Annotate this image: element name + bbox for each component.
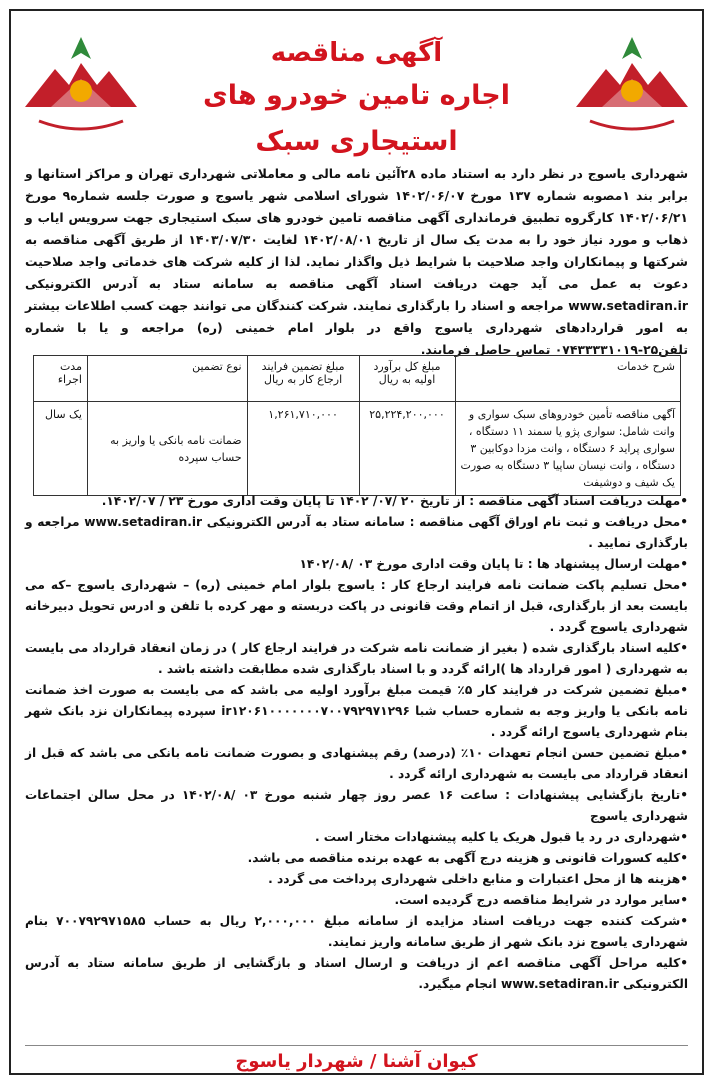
list-item: • مهلت ارسال پیشنهاد ها : تا پایان وقت اداری مورخ ۰۳ /۱۴۰۲/۰۸ — [25, 554, 688, 575]
list-item: • شرکت کننده جهت دریافت اسناد مزایده از سامانه مبلغ ۲,۰۰۰,۰۰۰ ریال به حساب ۷۰۰۷۹۲۹۷۱۵۸۵ بنام شهرداری یاسوج نزد بانک شهر از طریق سامانه واریز نمایند. — [25, 911, 688, 953]
list-item: • محل دریافت و ثبت نام اوراق آگهی مناقصه : سامانه ستاد به آدرس الکترونیکی www.setadiran.ir مراجعه و بارگذاری نمایید . — [25, 512, 688, 554]
signature: کیوان آشنا / شهردار یاسوج — [235, 1051, 478, 1072]
title-line1: آگهی مناقصه — [270, 38, 443, 68]
cell-type: ضمانت نامه بانکی یا واریز به حساب سپرده — [87, 402, 247, 496]
divider — [25, 1045, 688, 1046]
municipality-logo-icon — [21, 29, 141, 139]
list-item: • کلیه مراحل آگهی مناقصه اعم از دریافت و ارسال اسناد و بازگشایی از طریق سامانه ستاد به آدرس الکترونیکی www.setadiran.ir انجام میگیرد. — [25, 953, 688, 995]
list-item: • شهرداری در رد یا قبول هریک یا کلیه پیشنهادات مختار است . — [25, 827, 688, 848]
header-duration: مدت اجراء — [34, 356, 88, 402]
services-table — [33, 355, 681, 496]
header-desc: شرح خدمات — [455, 356, 681, 402]
list-item: • کلیه کسورات قانونی و هزینه درج آگهی به عهده برنده مناقصه می باشد. — [25, 848, 688, 869]
municipality-logo-icon — [572, 29, 692, 139]
list-item: • مبلغ تضمین شرکت در فرایند کار ۵٪ قیمت مبلغ برآورد اولیه می باشد که می بایست به صورت اخذ ضمانت نامه بانکی یا واریز وجه به شماره حساب شبا ir۱۲۰۶۱۰۰۰۰۰۰۰۷۰۰۷۹۲۹۷۱۲۹۶ سپرده پیمانکاران نزد بانک شهر بنام شهرداری یاسوج ارائه گردد . — [25, 680, 688, 743]
header-type: نوع تضمین — [87, 356, 247, 402]
list-item: • تاریخ بازگشایی پیشنهادات : ساعت ۱۶ عصر روز چهار شنبه مورخ ۰۳ /۱۴۰۲/۰۸ در محل سالن اجتماعات شهرداری یاسوج — [25, 785, 688, 827]
header-total: مبلغ کل برآورد اولیه به ریال — [359, 356, 455, 402]
intro-paragraph: شهرداری یاسوج در نظر دارد به استناد ماده ۲۸آئین نامه مالی و معاملاتی شهرداری تهران و مراکز استانها و برابر بند ۱مصوبه شماره ۱۳۷ مورخ ۱۴۰۲/۰۶/۰۷ شورای اسلامی شهر یاسوج و صورت جلسه شماره۹ مورخ ۱۴۰۲/۰۶/۲۱ کارگروه تطبیق فرمانداری آگهی مناقصه تامین خودرو های سبک استیجاری جهت سرویس ایاب و ذهاب و مورد نیاز خود را به مدت یک سال از تاریخ ۱۴۰۲/۰۸/۰۱ لغایت ۱۴۰۳/۰۷/۳۰ از طریق آگهی مناقصه به شرکتها و پیمانکاران واجد صلاحیت با شرایط ذیل واگذار نماید. لذا از کلیه شرکت های خدماتی واجد صلاحیت دعوت به عمل می آید جهت دریافت اسناد آگهی مناقصه به سامانه ستاد به آدرس الکترونیکی www.setadiran.ir مراجعه و اسناد را بارگذاری نمایند. شرکت کنندگان می توانند جهت کسب اطلاعات بیشتر به امور قراردادهای شهرداری یاسوج واقع در بلوار امام خمینی (ره) مراجعه و یا با شماره تلفن۲۵-۰۷۴۳۳۳۳۱۰۱۹ تماس حاصل فرمایند. — [25, 166, 689, 357]
notice-title — [151, 33, 562, 165]
title-line2: اجاره تامین خودرو های استیجاری سبک — [202, 80, 511, 157]
notice-page — [9, 9, 704, 1075]
cell-guarantee: ۱,۲۶۱,۷۱۰,۰۰۰ — [247, 402, 359, 496]
list-item: • مبلغ تضمین حسن انجام تعهدات ۱۰٪ (درصد) رقم پیشنهادی و بصورت ضمانت نامه بانکی می باشد که قبل از انعقاد قرارداد می بایست به شهرداری ارائه گردد . — [25, 743, 688, 785]
cell-total: ۲۵,۲۲۴,۲۰۰,۰۰۰ — [359, 402, 455, 496]
list-item: • کلیه اسناد بارگذاری شده ( بغیر از ضمانت نامه شرکت در فرایند ارجاع کار ) در زمان انعقاد قرارداد می بایست به شهرداری ( امور قرارداد ها )ارائه گردد و با اسناد بارگذاری شده مطابقت داشته باشد . — [25, 638, 688, 680]
header — [11, 11, 702, 161]
list-item: • هزینه ها از محل اعتبارات و منابع داخلی شهرداری پرداخت می گردد . — [25, 869, 688, 890]
cell-duration: یک سال — [34, 402, 88, 496]
header-guarantee: مبلغ تضمین فرایند ارجاع کار به ریال — [247, 356, 359, 402]
table-header-row — [34, 356, 681, 402]
cell-desc: آگهی مناقصه تأمین خودروهای سبک سواری و وانت شامل: سواری پژو یا سمند ۱۱ دستگاه ، سواری پراید ۶ دستگاه ، وانت مزدا دوکابین ۳ دستگاه ، وانت نیسان ساپیا ۳ دستگاه به صورت یک شیف و دوشیفت — [455, 402, 681, 496]
list-item: • مهلت دریافت اسناد آگهی مناقصه : از تاریخ ۲۰ /۰۷/ ۱۴۰۲ تا پایان وقت اداری مورخ ۲۳ / ۱۴۰۲/۰۷. — [25, 491, 688, 512]
list-item: • محل تسلیم پاکت ضمانت نامه فرایند ارجاع کار : یاسوج بلوار امام خمینی (ره) – شهرداری یاسوج –که می بایست بعد از بارگذاری، قبل از اتمام وقت قانونی در پاکت دربسته و مهر کرده با تلفن و ادرس تحویل دبیرخانه شهرداری یاسوج گردد . — [25, 575, 688, 638]
conditions-list — [25, 491, 688, 995]
table-row — [34, 402, 681, 496]
list-item: • سایر موارد در شرایط مناقصه درج گردیده است. — [25, 890, 688, 911]
